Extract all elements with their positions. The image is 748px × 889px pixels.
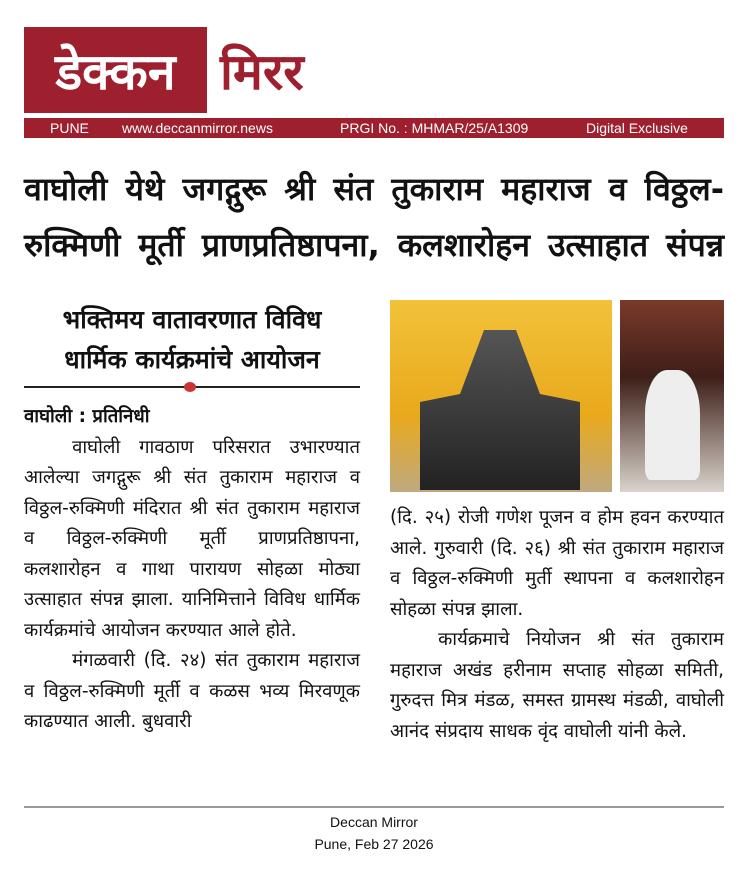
headline-line-1: वाघोली येथे जगद्गुरू श्री संत तुकाराम महाराज व विठ्ठल- — [24, 170, 724, 208]
footer-place-date: Pune, Feb 27 2026 — [314, 836, 434, 852]
logo-text-deccan: डेक्कन — [55, 43, 176, 101]
paragraph: कार्यक्रमाचे नियोजन श्री संत तुकाराम महाराज अखंड हरीनाम सप्ताह सोहळा समिती, गुरुदत्त मित्र मंडळ, समस्त ग्रामस्थ मंडळी, वाघोली आनंद संप्रदाय साधक वृंद वाघोली यांनी केले. — [390, 629, 724, 742]
subheadline — [24, 300, 360, 380]
website-link[interactable]: www.deccanmirror.news — [122, 120, 273, 136]
edition-label: Digital Exclusive — [586, 120, 688, 136]
temple-photo — [390, 300, 612, 492]
prgi-number: PRGI No. : MHMAR/25/A1309 — [340, 120, 529, 136]
footer-publication: Deccan Mirror — [330, 814, 418, 830]
article-right-column — [390, 503, 724, 747]
idol-shape — [645, 370, 700, 480]
logo-text-mirror: मिरर — [220, 43, 304, 101]
subheadline-line-2: धार्मिक कार्यक्रमांचे आयोजन — [64, 345, 320, 374]
dateline: वाघोली : प्रतिनिधी — [24, 406, 150, 427]
paragraph: मंगळवारी (दि. २४) संत तुकाराम महाराज व विठ्ठल-रुक्मिणी मूर्ती व कळस भव्य मिरवणूक काढण्यात आली. बुधवारी — [24, 650, 360, 732]
headline-line-2: रुक्मिणी मूर्ती प्राणप्रतिष्ठापना, कलशारोहन उत्साहात संपन्न — [24, 226, 724, 264]
footer-divider — [24, 806, 724, 808]
logo — [24, 27, 207, 113]
paragraph: (दि. २५) रोजी गणेश पूजन व होम हवन करण्यात आले. गुरुवारी (दि. २६) श्री संत तुकाराम महाराज व विठ्ठल-रुक्मिणी मुर्ती स्थापना व कलशारोहन सोहळा संपन्न झाला. — [390, 507, 724, 620]
idol-photo — [620, 300, 724, 492]
subheadline-line-1: भक्तिमय वातावरणात विविध — [62, 305, 322, 334]
paragraph: वाघोली गावठाण परिसरात उभारण्यात आलेल्या जगद्गुरू श्री संत तुकाराम महाराज व विठ्ठल-रुक्मिणी मंदिरात श्री संत तुकाराम महाराज व विठ्ठल-रुक्मिणी मूर्ती प्राणप्रतिष्ठापना, कलशारोहन व गाथा पारायण सोहळा मोठ्या उत्साहात संपन्न झाला. यानिमित्ताने विविध धार्मिक कार्यक्रमांचे आयोजन करण्यात आले होते. — [24, 436, 360, 641]
masthead-info-bar — [24, 118, 724, 138]
article-left-column — [24, 402, 360, 738]
ornament-divider — [24, 386, 360, 388]
city: PUNE — [50, 120, 89, 136]
temple-shape — [420, 330, 580, 490]
